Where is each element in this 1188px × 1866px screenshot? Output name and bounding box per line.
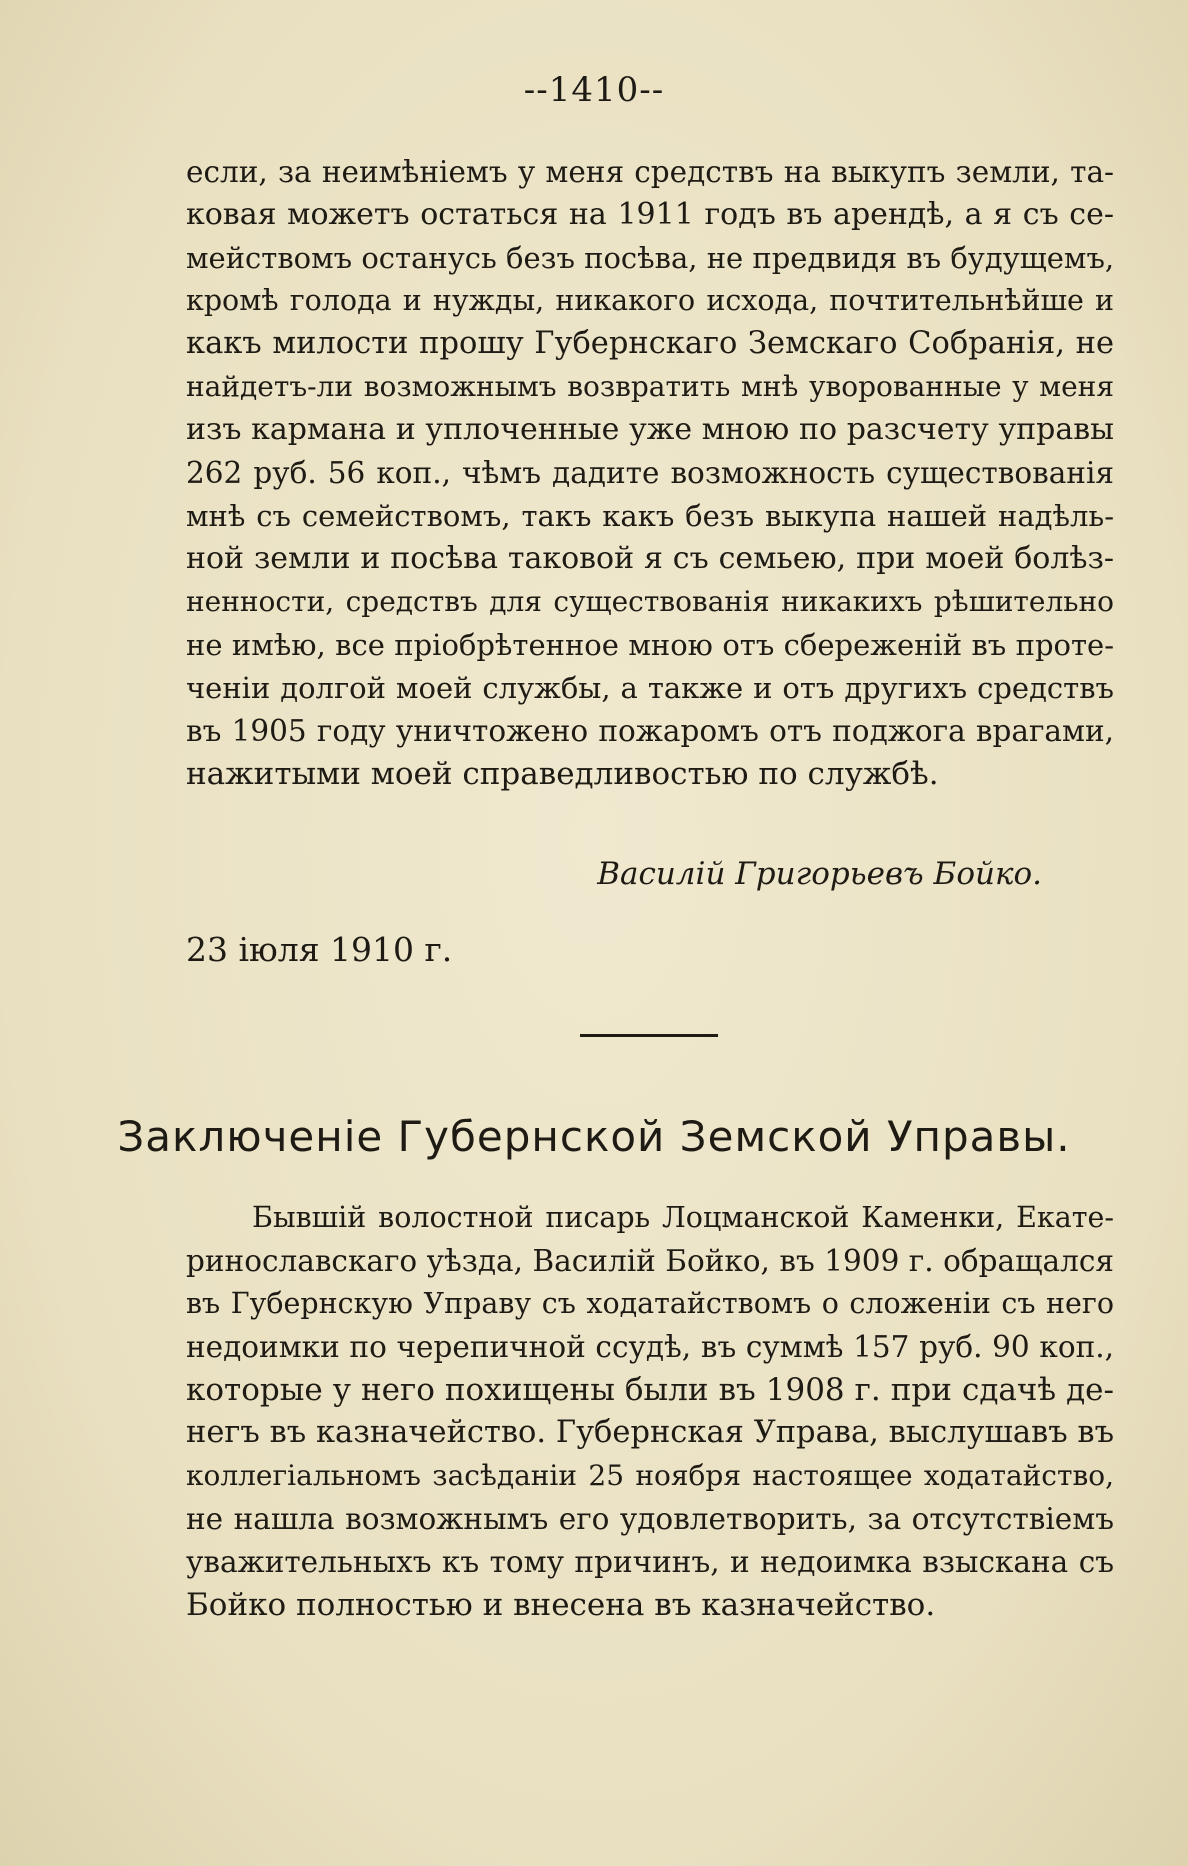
text-line: какъ милости прошу Губернскаго Земскаго Собранія, не bbox=[186, 326, 1114, 361]
text-line: ной земли и посѣва таковой я съ семьею, при моей болѣз- bbox=[186, 541, 1114, 576]
text-line: ринославскаго уѣзда, Василій Бойко, въ 1909 г. обращался bbox=[186, 1244, 1114, 1278]
text-line: негъ въ казначейство. Губернская Управа, выслушавъ въ bbox=[186, 1415, 1114, 1450]
text-line: Бойко полностью и внесена въ казначейство. bbox=[186, 1587, 936, 1623]
text-line: которые у него похищены были въ 1908 г. при сдачѣ де- bbox=[186, 1372, 1114, 1408]
text-line: ковая можетъ остаться на 1911 годъ въ арендѣ, а я съ се- bbox=[186, 197, 1114, 232]
date: 23 іюля 1910 г. bbox=[186, 930, 453, 969]
signature: Василій Григорьевъ Бойко. bbox=[597, 856, 1042, 892]
text-line: ненности, средствъ для существованія никакихъ рѣшительно bbox=[186, 585, 1114, 618]
text-line: изъ кармана и уплоченные уже мною по разсчету управы bbox=[186, 412, 1114, 447]
text-line: 262 руб. 56 коп., чѣмъ дадите возможность существованія bbox=[186, 456, 1114, 490]
text-line: мействомъ останусь безъ посѣва, не предвидя въ будущемъ, bbox=[186, 241, 1115, 275]
text-line: если, за неимѣніемъ у меня средствъ на выкупъ земли, та- bbox=[186, 155, 1114, 189]
text-line: чeніи долгой моей службы, а также и отъ другихъ средствъ bbox=[186, 671, 1114, 705]
text-line: нажитыми моей справедливостью по службѣ. bbox=[186, 756, 939, 792]
text-line: коллегіальномъ засѣданіи 25 ноября настоящее ходатайство, bbox=[186, 1459, 1114, 1492]
text-line: кромѣ голода и нужды, никакого исхода, почтительнѣйше и bbox=[186, 284, 1114, 317]
text-line: мнѣ съ семействомъ, такъ какъ безъ выкупа нашей надѣль- bbox=[186, 499, 1114, 533]
text-line: въ 1905 году уничтожено пожаромъ отъ поджога врагами, bbox=[186, 714, 1114, 748]
text-line: въ Губернскую Управу съ ходатайствомъ о сложеніи съ него bbox=[186, 1287, 1114, 1320]
text-line: недоимки по черепичной ссудѣ, въ суммѣ 157 руб. 90 коп., bbox=[186, 1330, 1114, 1364]
text-line: Бывшій волостной писарь Лоцманской Каменки, Екате- bbox=[252, 1201, 1114, 1234]
text-line: найдетъ-ли возможнымъ возвратить мнѣ уворованные у меня bbox=[186, 370, 1114, 403]
section-heading: Заключеніе Губернской Земской Управы. bbox=[117, 1112, 1071, 1161]
page-number: --1410-- bbox=[523, 70, 665, 110]
section-divider bbox=[580, 1034, 718, 1037]
text-line: не имѣю, все пріобрѣтенное мною отъ сбереженій въ протe- bbox=[186, 628, 1114, 662]
text-line: уважительныхъ къ тому причинъ, и недоимка взыскана съ bbox=[186, 1545, 1114, 1579]
text-line: не нашла возможнымъ его удовлетворить, за отсутствіемъ bbox=[186, 1502, 1114, 1536]
